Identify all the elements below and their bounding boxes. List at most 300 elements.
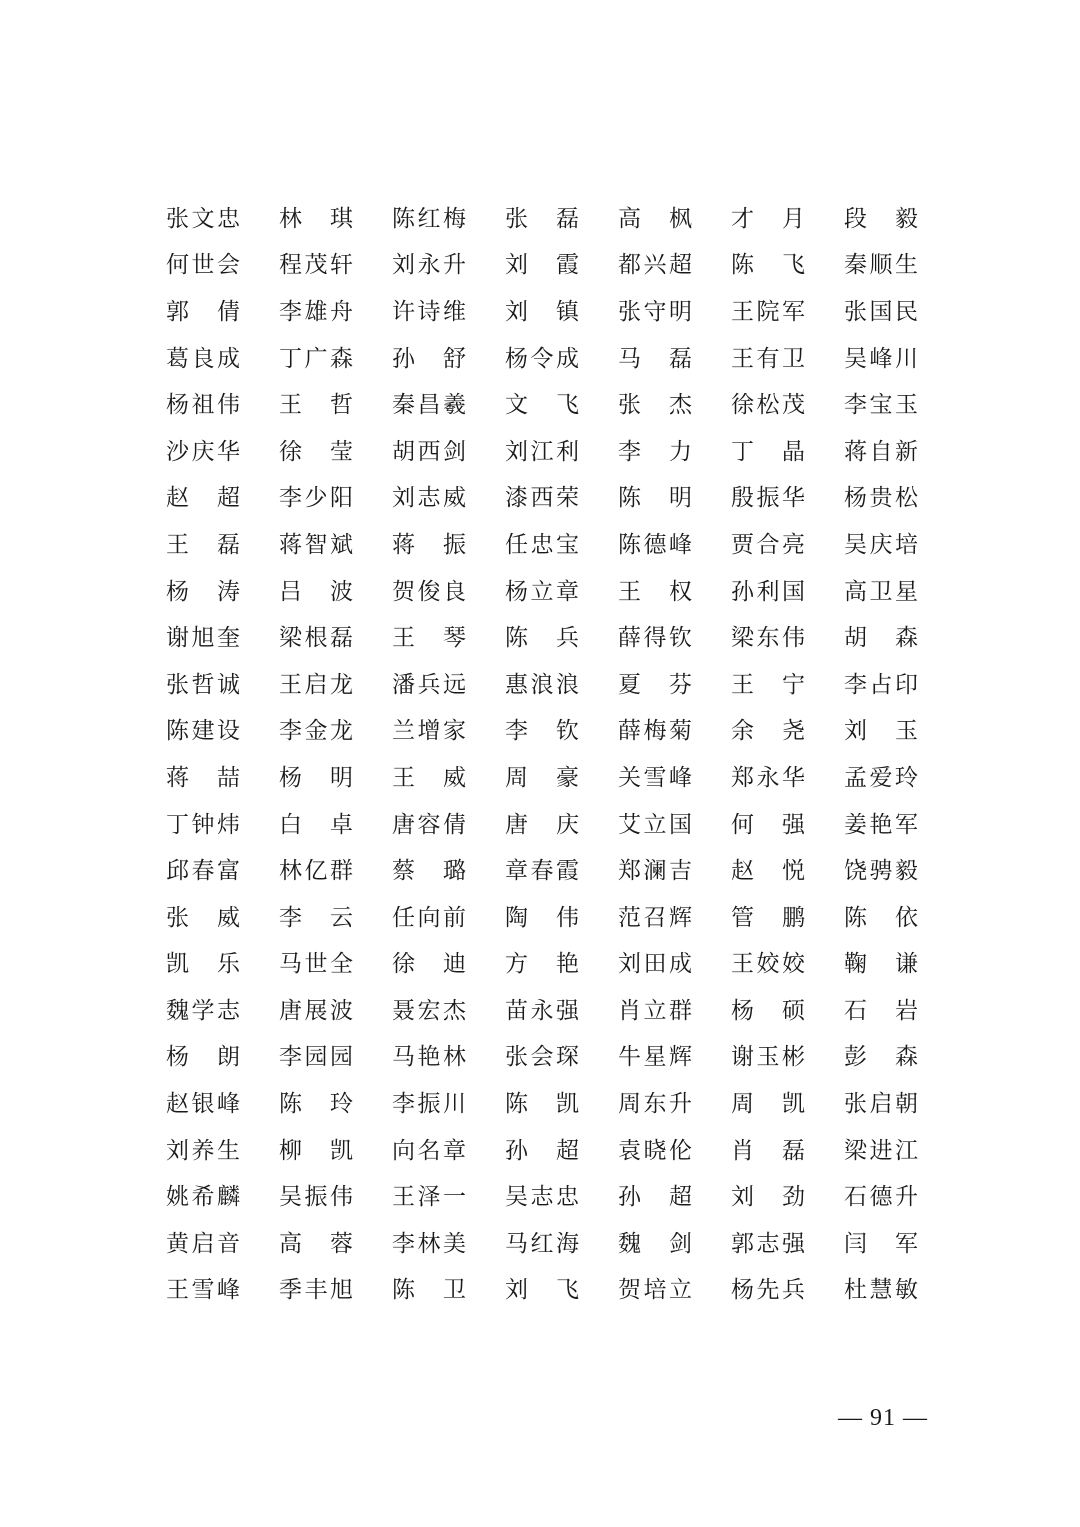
name-cell [278,1174,391,1221]
name-cell [165,848,278,895]
name-cell [165,336,278,383]
person-name: 吴 庆 培 [844,531,918,558]
person-name: 闫 军 [844,1230,918,1257]
person-name: 陈 凯 [505,1091,579,1118]
name-cell [165,709,278,756]
person-name: 才 月 [731,205,805,232]
person-name: 李 雄 舟 [279,298,353,325]
name-row [165,895,956,942]
name-cell [504,1174,617,1221]
person-name: 陈 红 梅 [392,205,466,232]
person-name: 马 磊 [618,345,692,372]
person-name: 范 召 辉 [618,904,692,931]
name-cell [730,1221,843,1268]
person-name: 陈 明 [618,485,692,512]
name-cell [504,476,617,523]
name-cell [730,336,843,383]
person-name: 林 琪 [279,205,353,232]
person-name: 陈 玲 [279,1091,353,1118]
name-cell [617,848,730,895]
person-name: 赵 超 [166,485,240,512]
person-name: 王 威 [392,764,466,791]
name-cell [843,1174,956,1221]
name-cell [165,615,278,662]
person-name: 陈 依 [844,904,918,931]
name-cell [843,895,956,942]
person-name: 吴 峰 川 [844,345,918,372]
person-name: 李 林 美 [392,1230,466,1257]
person-name: 程 茂 轩 [279,252,353,279]
person-name: 陈 飞 [731,252,805,279]
person-name: 王 哲 [279,392,353,419]
name-cell [504,895,617,942]
person-name: 段 毅 [844,205,918,232]
name-row [165,988,956,1035]
person-name: 王 权 [618,578,692,605]
name-cell [391,569,504,616]
name-cell [617,429,730,476]
person-name: 都 兴 超 [618,252,692,279]
name-cell [843,755,956,802]
person-name: 张 守 明 [618,298,692,325]
person-name: 刘 霞 [505,252,579,279]
name-cell [165,522,278,569]
name-cell [504,942,617,989]
person-name: 向 名 章 [392,1137,466,1164]
person-name: 蒋 自 新 [844,438,918,465]
person-name: 梁 根 磊 [279,625,353,652]
name-cell [730,1081,843,1128]
person-name: 惠 浪 浪 [505,671,579,698]
name-cell [278,243,391,290]
person-name: 石 德 升 [844,1184,918,1211]
name-cell [278,476,391,523]
person-name: 牛 星 辉 [618,1044,692,1071]
person-name: 余 尧 [731,718,805,745]
name-cell [278,988,391,1035]
name-row [165,569,956,616]
person-name: 高 蓉 [279,1230,353,1257]
person-name: 李 少 阳 [279,485,353,512]
person-name: 马 世 全 [279,951,353,978]
person-name: 刘 志 威 [392,485,466,512]
person-name: 杨 贵 松 [844,485,918,512]
person-name: 马 艳 林 [392,1044,466,1071]
name-cell [278,755,391,802]
person-name: 李 钦 [505,718,579,745]
name-cell [278,289,391,336]
name-cell [617,1035,730,1082]
name-row [165,1221,956,1268]
name-cell [843,336,956,383]
person-name: 王 启 龙 [279,671,353,698]
person-name: 方 艳 [505,951,579,978]
name-cell [278,522,391,569]
person-name: 蒋 智 斌 [279,531,353,558]
name-cell [391,1221,504,1268]
person-name: 刘 飞 [505,1277,579,1304]
person-name: 张 文 忠 [166,205,240,232]
person-name: 王 琴 [392,625,466,652]
name-cell [165,429,278,476]
name-cell [165,1221,278,1268]
person-name: 杨 先 兵 [731,1277,805,1304]
name-cell [730,243,843,290]
person-name: 潘 兵 远 [392,671,466,698]
name-cell [391,709,504,756]
name-row [165,289,956,336]
name-cell [617,569,730,616]
name-cell [504,848,617,895]
person-name: 王 院 军 [731,298,805,325]
person-name: 谢 玉 彬 [731,1044,805,1071]
person-name: 季 丰 旭 [279,1277,353,1304]
name-row [165,848,956,895]
name-cell [730,382,843,429]
person-name: 艾 立 国 [618,811,692,838]
person-name: 贾 合 亮 [731,531,805,558]
name-cell [730,196,843,243]
person-name: 任 忠 宝 [505,531,579,558]
person-name: 林 亿 群 [279,858,353,885]
name-cell [617,1221,730,1268]
name-cell [843,196,956,243]
name-cell [730,1128,843,1175]
name-cell [617,615,730,662]
name-cell [165,755,278,802]
person-name: 赵 悦 [731,858,805,885]
person-name: 许 诗 维 [392,298,466,325]
person-name: 丁 晶 [731,438,805,465]
person-name: 石 岩 [844,997,918,1024]
name-cell [730,988,843,1035]
name-cell [843,848,956,895]
name-cell [278,1128,391,1175]
name-cell [391,755,504,802]
person-name: 刘 玉 [844,718,918,745]
name-cell [843,1035,956,1082]
person-name: 高 卫 星 [844,578,918,605]
person-name: 王 有 卫 [731,345,805,372]
name-cell [278,196,391,243]
name-cell [165,1128,278,1175]
person-name: 吴 振 伟 [279,1184,353,1211]
person-name: 丁 广 森 [279,345,353,372]
person-name: 梁 进 江 [844,1137,918,1164]
name-cell [617,1128,730,1175]
person-name: 杨 立 章 [505,578,579,605]
person-name: 郑 澜 吉 [618,858,692,885]
name-cell [278,615,391,662]
person-name: 何 世 会 [166,252,240,279]
person-name: 殷 振 华 [731,485,805,512]
person-name: 周 豪 [505,764,579,791]
person-name: 关 雪 峰 [618,764,692,791]
person-name: 漆 西 荣 [505,485,579,512]
name-row [165,429,956,476]
name-cell [165,289,278,336]
person-name: 丁 钟 炜 [166,811,240,838]
person-name: 秦 昌 羲 [392,392,466,419]
name-cell [278,1221,391,1268]
name-cell [391,1174,504,1221]
page-number: — 91 — [838,1405,928,1431]
person-name: 唐 容 倩 [392,811,466,838]
name-cell [391,895,504,942]
name-cell [278,1268,391,1315]
person-name: 何 强 [731,811,805,838]
name-cell [391,522,504,569]
person-name: 张 国 民 [844,298,918,325]
person-name: 杨 涛 [166,578,240,605]
person-name: 任 向 前 [392,904,466,931]
person-name: 袁 晓 伦 [618,1137,692,1164]
person-name: 王 泽 一 [392,1184,466,1211]
name-cell [391,336,504,383]
name-cell [278,1081,391,1128]
person-name: 薛 得 钦 [618,625,692,652]
name-cell [165,1081,278,1128]
name-cell [391,1081,504,1128]
name-cell [617,196,730,243]
person-name: 张 哲 诚 [166,671,240,698]
name-cell [391,476,504,523]
person-name: 刘 田 成 [618,951,692,978]
person-name: 肖 立 群 [618,997,692,1024]
name-row [165,196,956,243]
name-cell [617,243,730,290]
name-cell [730,522,843,569]
person-name: 蔡 璐 [392,858,466,885]
name-cell [504,243,617,290]
name-cell [843,429,956,476]
name-cell [278,569,391,616]
name-cell [843,615,956,662]
name-cell [165,662,278,709]
name-cell [730,615,843,662]
name-cell [504,662,617,709]
person-name: 张 威 [166,904,240,931]
name-row [165,382,956,429]
name-cell [843,942,956,989]
name-row [165,1268,956,1315]
person-name: 白 卓 [279,811,353,838]
name-cell [617,336,730,383]
name-cell [504,1128,617,1175]
person-name: 魏 剑 [618,1230,692,1257]
person-name: 唐 庆 [505,811,579,838]
name-row [165,662,956,709]
name-cell [730,942,843,989]
name-cell [617,1081,730,1128]
name-cell [617,522,730,569]
person-name: 李 金 龙 [279,718,353,745]
name-cell [504,196,617,243]
person-name: 杨 令 成 [505,345,579,372]
person-name: 杨 明 [279,764,353,791]
name-row [165,1081,956,1128]
name-cell [504,988,617,1035]
name-cell [391,848,504,895]
name-cell [391,1035,504,1082]
person-name: 梁 东 伟 [731,625,805,652]
name-cell [165,382,278,429]
name-cell [504,382,617,429]
name-row [165,942,956,989]
name-cell [165,569,278,616]
person-name: 兰 增 家 [392,718,466,745]
person-name: 黄 启 音 [166,1230,240,1257]
person-name: 饶 骋 毅 [844,858,918,885]
name-cell [504,1081,617,1128]
person-name: 杨 朗 [166,1044,240,1071]
name-cell [843,289,956,336]
person-name: 陈 建 设 [166,718,240,745]
person-name: 秦 顺 生 [844,252,918,279]
person-name: 周 东 升 [618,1091,692,1118]
name-cell [617,802,730,849]
person-name: 彭 森 [844,1044,918,1071]
name-cell [730,802,843,849]
person-name: 魏 学 志 [166,997,240,1024]
name-cell [617,895,730,942]
person-name: 刘 镇 [505,298,579,325]
name-row [165,802,956,849]
person-name: 胡 森 [844,625,918,652]
name-cell [617,1174,730,1221]
name-cell [504,289,617,336]
person-name: 唐 展 波 [279,997,353,1024]
name-cell [391,802,504,849]
name-cell [504,522,617,569]
person-name: 沙 庆 华 [166,438,240,465]
person-name: 柳 凯 [279,1137,353,1164]
name-cell [278,848,391,895]
name-cell [504,1035,617,1082]
name-cell [165,1268,278,1315]
name-cell [278,709,391,756]
name-cell [278,662,391,709]
person-name: 周 凯 [731,1091,805,1118]
name-cell [165,988,278,1035]
person-name: 肖 磊 [731,1137,805,1164]
person-name: 李 振 川 [392,1091,466,1118]
name-cell [843,662,956,709]
name-row [165,1128,956,1175]
name-cell [165,895,278,942]
person-name: 陶 伟 [505,904,579,931]
name-cell [504,1221,617,1268]
person-name: 李 力 [618,438,692,465]
name-cell [504,1268,617,1315]
name-row [165,243,956,290]
person-name: 姚 希 麟 [166,1184,240,1211]
name-cell [504,709,617,756]
name-cell [843,1128,956,1175]
person-name: 陈 卫 [392,1277,466,1304]
person-name: 文 飞 [505,392,579,419]
person-name: 鞠 谦 [844,951,918,978]
name-cell [504,802,617,849]
name-cell [165,243,278,290]
name-cell [843,1081,956,1128]
name-cell [730,848,843,895]
name-cell [278,429,391,476]
person-name: 张 启 朝 [844,1091,918,1118]
person-name: 蒋 振 [392,531,466,558]
name-cell [617,1268,730,1315]
person-name: 高 枫 [618,205,692,232]
person-name: 葛 良 成 [166,345,240,372]
person-name: 贺 俊 良 [392,578,466,605]
name-cell [391,382,504,429]
person-name: 杜 慧 敏 [844,1277,918,1304]
person-name: 李 云 [279,904,353,931]
person-name: 刘 永 升 [392,252,466,279]
name-cell [504,615,617,662]
name-cell [843,522,956,569]
person-name: 胡 西 剑 [392,438,466,465]
name-cell [504,429,617,476]
name-cell [617,289,730,336]
person-name: 吕 波 [279,578,353,605]
name-cell [391,196,504,243]
person-name: 王 姣 姣 [731,951,805,978]
name-row [165,709,956,756]
person-name: 孙 利 国 [731,578,805,605]
name-cell [391,243,504,290]
person-name: 薛 梅 菊 [618,718,692,745]
name-cell [617,382,730,429]
name-cell [504,755,617,802]
person-name: 孙 舒 [392,345,466,372]
person-name: 陈 德 峰 [618,531,692,558]
name-cell [278,802,391,849]
person-name: 邱 春 富 [166,858,240,885]
name-row [165,336,956,383]
name-cell [165,476,278,523]
person-name: 王 磊 [166,531,240,558]
person-name: 刘 江 利 [505,438,579,465]
name-row [165,522,956,569]
name-cell [391,289,504,336]
person-name: 贺 培 立 [618,1277,692,1304]
person-name: 夏 芬 [618,671,692,698]
name-cell [843,802,956,849]
person-name: 凯 乐 [166,951,240,978]
person-name: 李 园 园 [279,1044,353,1071]
name-cell [730,755,843,802]
name-cell [617,942,730,989]
name-cell [617,476,730,523]
name-cell [730,289,843,336]
name-cell [730,569,843,616]
person-name: 郭 志 强 [731,1230,805,1257]
person-name: 徐 迪 [392,951,466,978]
person-name: 张 磊 [505,205,579,232]
name-cell [730,476,843,523]
name-cell [730,1174,843,1221]
name-cell [391,615,504,662]
name-cell [165,942,278,989]
name-cell [843,1221,956,1268]
person-name: 马 红 海 [505,1230,579,1257]
name-cell [843,709,956,756]
name-cell [391,942,504,989]
name-cell [730,895,843,942]
person-name: 王 雪 峰 [166,1277,240,1304]
name-cell [278,336,391,383]
